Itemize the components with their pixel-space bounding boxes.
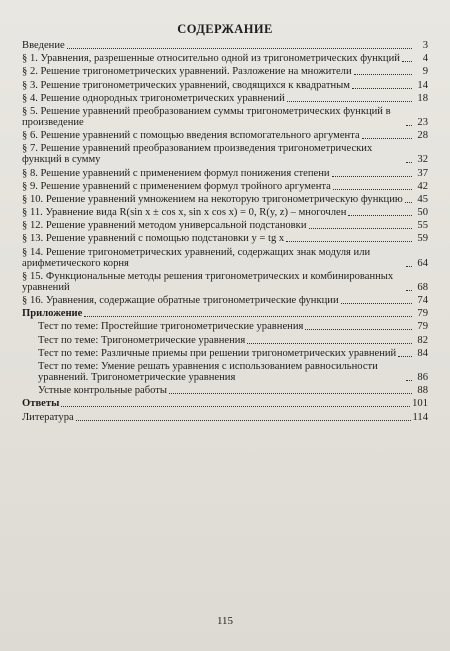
toc-entry-text: § 2. Решение тригонометрических уравнений. Разложение на множители — [22, 66, 352, 78]
table-of-contents — [22, 40, 428, 423]
toc-entry-literature — [22, 412, 428, 423]
toc-entry — [22, 194, 428, 205]
toc-page-number: 37 — [417, 167, 428, 179]
toc-entry-text: § 13. Решение уравнений с помощью подстановки y = tg x — [22, 233, 285, 245]
toc-entry-text: § 14. Решение тригонометрических уравнений, содержащих знак модуля или арифметического корня — [22, 246, 371, 269]
toc-page-number: 9 — [422, 66, 428, 78]
toc-entry — [22, 220, 428, 231]
leader-dots — [406, 125, 412, 126]
toc-entry — [22, 247, 428, 269]
leader-dots — [287, 101, 412, 102]
toc-entry — [22, 181, 428, 192]
toc-entry-text: Приложение — [22, 308, 83, 320]
leader-dots — [362, 138, 412, 139]
toc-subentry — [22, 348, 428, 359]
leader-dots — [305, 329, 412, 330]
toc-entry-text: Тест по теме: Умение решать уравнения с использованием равносильности уравнений. Тригонометрические уравнения — [38, 360, 378, 383]
toc-group-answers — [22, 398, 428, 409]
toc-subentry — [22, 385, 428, 396]
toc-entry — [22, 271, 428, 293]
leader-dots — [352, 88, 412, 89]
toc-page-number: 82 — [417, 334, 428, 346]
toc-page-number: 23 — [417, 116, 428, 128]
toc-entry-text: Тест по теме: Простейшие тригонометрические уравнения — [38, 321, 304, 333]
toc-entry-text: § 1. Уравнения, разрешенные относительно одной из тригонометрических функций — [22, 53, 400, 65]
leader-dots — [405, 202, 412, 203]
toc-entry-text: § 16. Уравнения, содержащие обратные тригонометрические функции — [22, 295, 339, 306]
toc-page-number: 14 — [417, 79, 428, 91]
leader-dots — [84, 316, 412, 317]
leader-dots — [348, 215, 412, 216]
toc-entry-text: § 10. Решение уравнений умножением на некоторую тригонометрическую функцию — [22, 193, 403, 205]
toc-page-number: 3 — [422, 40, 428, 51]
toc-entry-text: § 8. Решение уравнений с применением формул понижения степени — [22, 167, 330, 179]
toc-subentry — [22, 335, 428, 346]
toc-entry-text: Ответы — [22, 398, 60, 410]
toc-page-number: 18 — [417, 92, 428, 104]
toc-page-number: 79 — [417, 308, 428, 320]
toc-entry-text: § 12. Решение уравнений методом универсальной подстановки — [22, 220, 307, 232]
leader-dots — [402, 61, 412, 62]
toc-entry-text: § 11. Уравнение вида R(sin x ± cos x, sin x cos x) = 0, R(y, z) – многочлен — [22, 207, 347, 219]
toc-page-number: 114 — [412, 411, 428, 423]
leader-dots — [76, 420, 411, 421]
toc-entry — [22, 143, 428, 165]
leader-dots — [354, 74, 412, 75]
toc-subentry — [22, 361, 428, 383]
toc-entry — [22, 295, 428, 306]
toc-page-number: 86 — [417, 371, 428, 383]
toc-entry — [22, 40, 428, 51]
leader-dots — [406, 266, 412, 267]
toc-entry — [22, 233, 428, 244]
toc-page-number: 101 — [412, 398, 428, 410]
leader-dots — [247, 343, 412, 344]
toc-entry — [22, 106, 428, 128]
toc-page-number: 4 — [422, 53, 428, 65]
toc-page-number: 74 — [417, 295, 428, 306]
page-number: 115 — [216, 615, 234, 627]
toc-entry-text: § 3. Решение тригонометрических уравнений, сводящихся к квадратным — [22, 79, 350, 91]
toc-entry-text: § 6. Решение уравнений с помощью введения вспомогательного аргумента — [22, 130, 360, 142]
leader-dots — [286, 241, 412, 242]
toc-entry-text: § 5. Решение уравнений преобразованием суммы тригонометрических функций в произведение — [22, 105, 391, 128]
toc-entry-text: § 4. Решение однородных тригонометрических уравнений — [22, 92, 285, 104]
leader-dots — [398, 356, 412, 357]
toc-entry-text: Тест по теме: Тригонометрические уравнения — [38, 334, 246, 346]
toc-page-number: 59 — [417, 233, 428, 245]
toc-subentry — [22, 321, 428, 332]
leader-dots — [333, 189, 412, 190]
toc-page-number: 42 — [417, 180, 428, 192]
toc-page-number: 68 — [417, 281, 428, 293]
toc-page-number: 64 — [417, 257, 428, 269]
leader-dots — [406, 380, 412, 381]
toc-page-number: 50 — [417, 207, 428, 219]
leader-dots — [61, 406, 410, 407]
toc-entry-text: § 15. Функциональные методы решения тригонометрических и комбинированных уравнений — [22, 270, 394, 293]
toc-page-number: 55 — [417, 220, 428, 232]
toc-entry-text: § 9. Решение уравнений с применением формул тройного аргумента — [22, 180, 331, 192]
leader-dots — [309, 228, 413, 229]
leader-dots — [406, 162, 412, 163]
page-title: СОДЕРЖАНИЕ — [177, 22, 273, 36]
toc-entry — [22, 80, 428, 91]
leader-dots — [169, 393, 412, 394]
toc-page-number: 88 — [417, 385, 428, 397]
toc-entry-text: Тест по теме: Различные приемы при решении тригонометрических уравнений — [38, 347, 397, 359]
toc-entry-text: Введение — [22, 40, 65, 51]
leader-dots — [67, 48, 412, 49]
toc-entry — [22, 93, 428, 104]
toc-entry — [22, 66, 428, 77]
toc-entry — [22, 130, 428, 141]
toc-entry-text: Литература — [22, 411, 74, 423]
toc-page-number: 28 — [417, 130, 428, 142]
toc-entry-text: Устные контрольные работы — [38, 385, 168, 397]
toc-page-number: 79 — [417, 321, 428, 333]
toc-entry-text: § 7. Решение уравнений преобразованием произведения тригонометрических функций в сумму — [22, 143, 373, 166]
toc-entry — [22, 207, 428, 218]
toc-entry — [22, 168, 428, 179]
leader-dots — [332, 176, 412, 177]
toc-page-number: 45 — [417, 193, 428, 205]
leader-dots — [406, 290, 412, 291]
leader-dots — [341, 303, 412, 304]
toc-entry — [22, 53, 428, 64]
toc-page-number: 84 — [417, 347, 428, 359]
toc-group-appendix — [22, 308, 428, 319]
toc-page-number: 32 — [417, 154, 428, 166]
